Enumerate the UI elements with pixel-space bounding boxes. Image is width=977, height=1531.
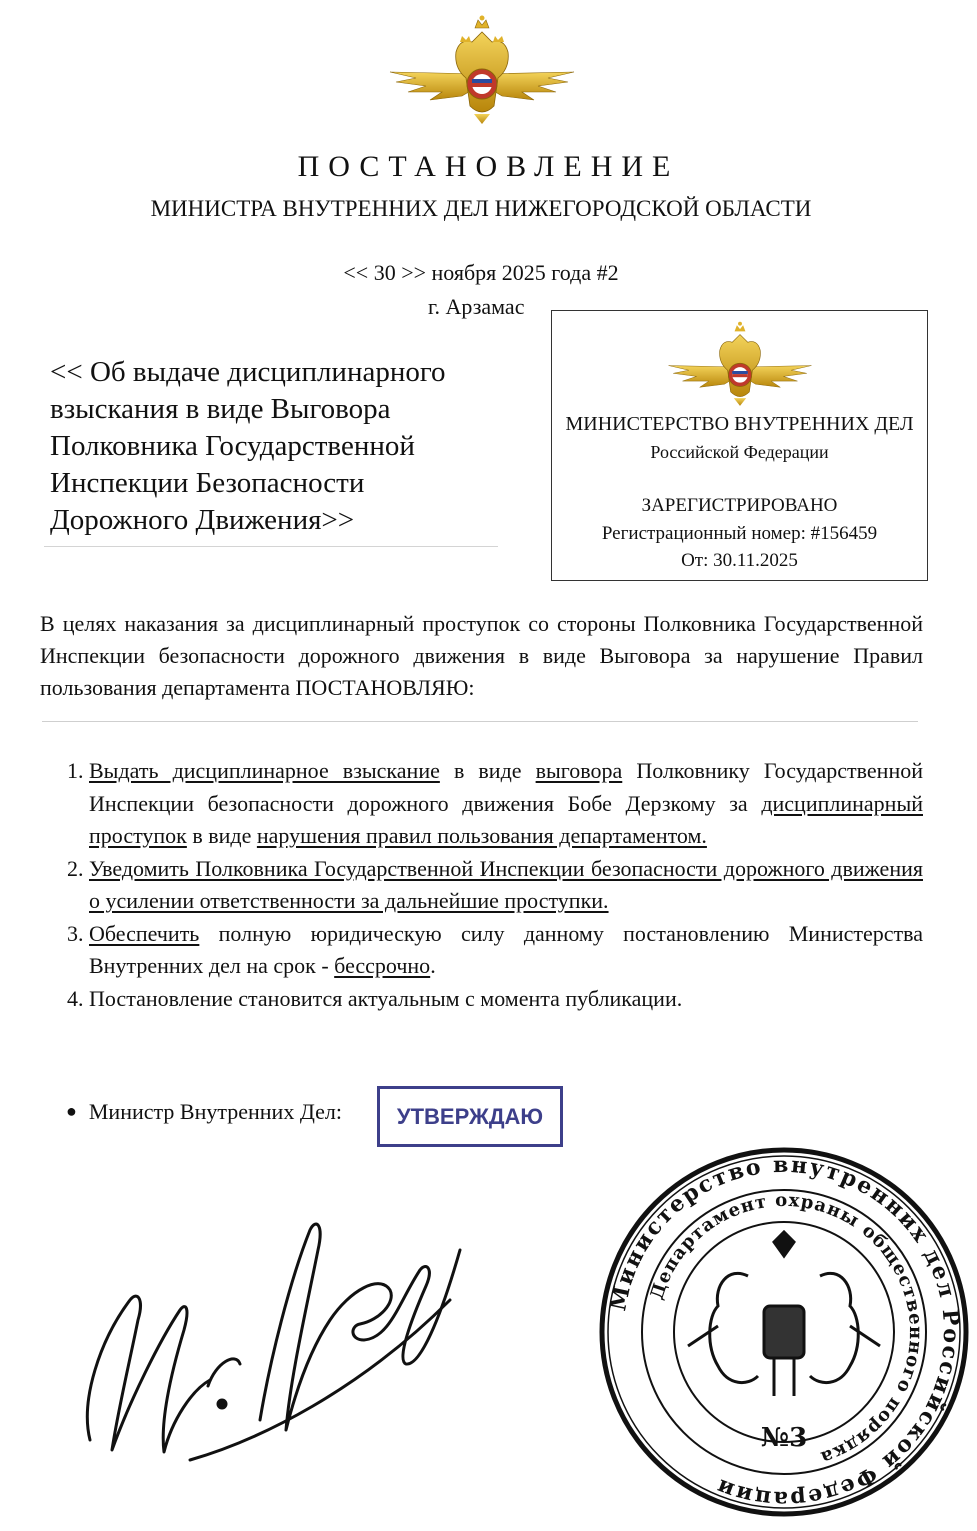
decree-list: [40, 755, 923, 1015]
document-subtitle: МИНИСТРА ВНУТРЕННИХ ДЕЛ НИЖЕГОРОДСКОЙ ОБЛАСТИ: [150, 196, 812, 221]
preamble-text: В целях наказания за дисциплинарный проступок со стороны Полковника Государственной Инспекции безопасности дорожного движения в виде Выговора за нарушение Правил пользования департамента ПОСТАНОВЛЯЮ:: [40, 611, 923, 700]
seal-inner-text: Департамент охраны общественного порядка: [646, 1189, 927, 1469]
document-title: ПОСТАНОВЛЕНИЕ: [297, 150, 680, 183]
decree-item-4: [89, 983, 923, 1016]
decree-text: в виде: [439, 758, 536, 783]
decree-text: бессрочно: [334, 953, 431, 978]
decree-item-2: [89, 853, 923, 918]
double-eagle-icon: [688, 1232, 880, 1396]
seal-outer-text: Министерство внутренних дел Российской Федерации: [605, 1151, 965, 1513]
minister-label: Министр Внутренних Дел:: [88, 1099, 342, 1124]
decree-item-3: [89, 918, 923, 983]
mvd-emblem-icon: [386, 12, 578, 128]
registration-box: [551, 310, 928, 581]
bullet-icon: ●: [66, 1101, 77, 1121]
decree-text: Полковнику Государственной Инспекции безопасности дорожного движения Бобе Дерзкому за: [89, 758, 923, 816]
decree-text: Обеспечить: [89, 920, 200, 946]
decree-text: Постановление становится актуальным с момента публикации.: [89, 985, 683, 1011]
divider: [44, 546, 498, 547]
minister-line: [66, 1099, 342, 1125]
registration-status: ЗАРЕГИСТРИРОВАНО: [641, 495, 838, 516]
decree-text: Выдать дисциплинарное взыскание: [89, 758, 440, 783]
decree-text: выговора: [535, 758, 623, 783]
seal-number: №3: [760, 1423, 808, 1453]
document-subject: << Об выдаче дисциплинарного взыскания в виде Выговора Полковника Государственной Инспекции Безопасности Дорожного Движения>>: [50, 356, 446, 536]
decree-text: нарушения правил пользования департаментом.: [256, 823, 707, 848]
mvd-emblem-icon: [664, 319, 816, 409]
decree-text: Уведомить Полковника Государственной Инспекции безопасности дорожного движения о усилении ответственности за дальнейшие проступки.: [89, 855, 923, 913]
registration-number: Регистрационный номер: #156459: [601, 523, 878, 544]
decree-text: дисциплинарный проступок: [89, 790, 923, 848]
registration-country: Российской Федерации: [650, 442, 829, 462]
decree-text: полную юридическую силу данному постановлению Министерства Внутренних дел на срок -: [89, 920, 923, 978]
registration-ministry: МИНИСТЕРСТВО ВНУТРЕННИХ ДЕЛ: [565, 413, 914, 435]
approval-stamp: УТВЕРЖДАЮ: [377, 1086, 563, 1147]
document-date: << 30 >> ноября 2025 года #2: [343, 260, 619, 285]
divider: [42, 721, 918, 722]
official-seal: [598, 1146, 970, 1518]
signature-icon: [60, 1190, 480, 1480]
decree-text: в виде: [186, 823, 257, 848]
document-city: г. Арзамас: [428, 294, 525, 319]
decree-text: .: [430, 953, 436, 978]
registration-date: От: 30.11.2025: [681, 550, 798, 571]
decree-item-1: [89, 755, 923, 853]
